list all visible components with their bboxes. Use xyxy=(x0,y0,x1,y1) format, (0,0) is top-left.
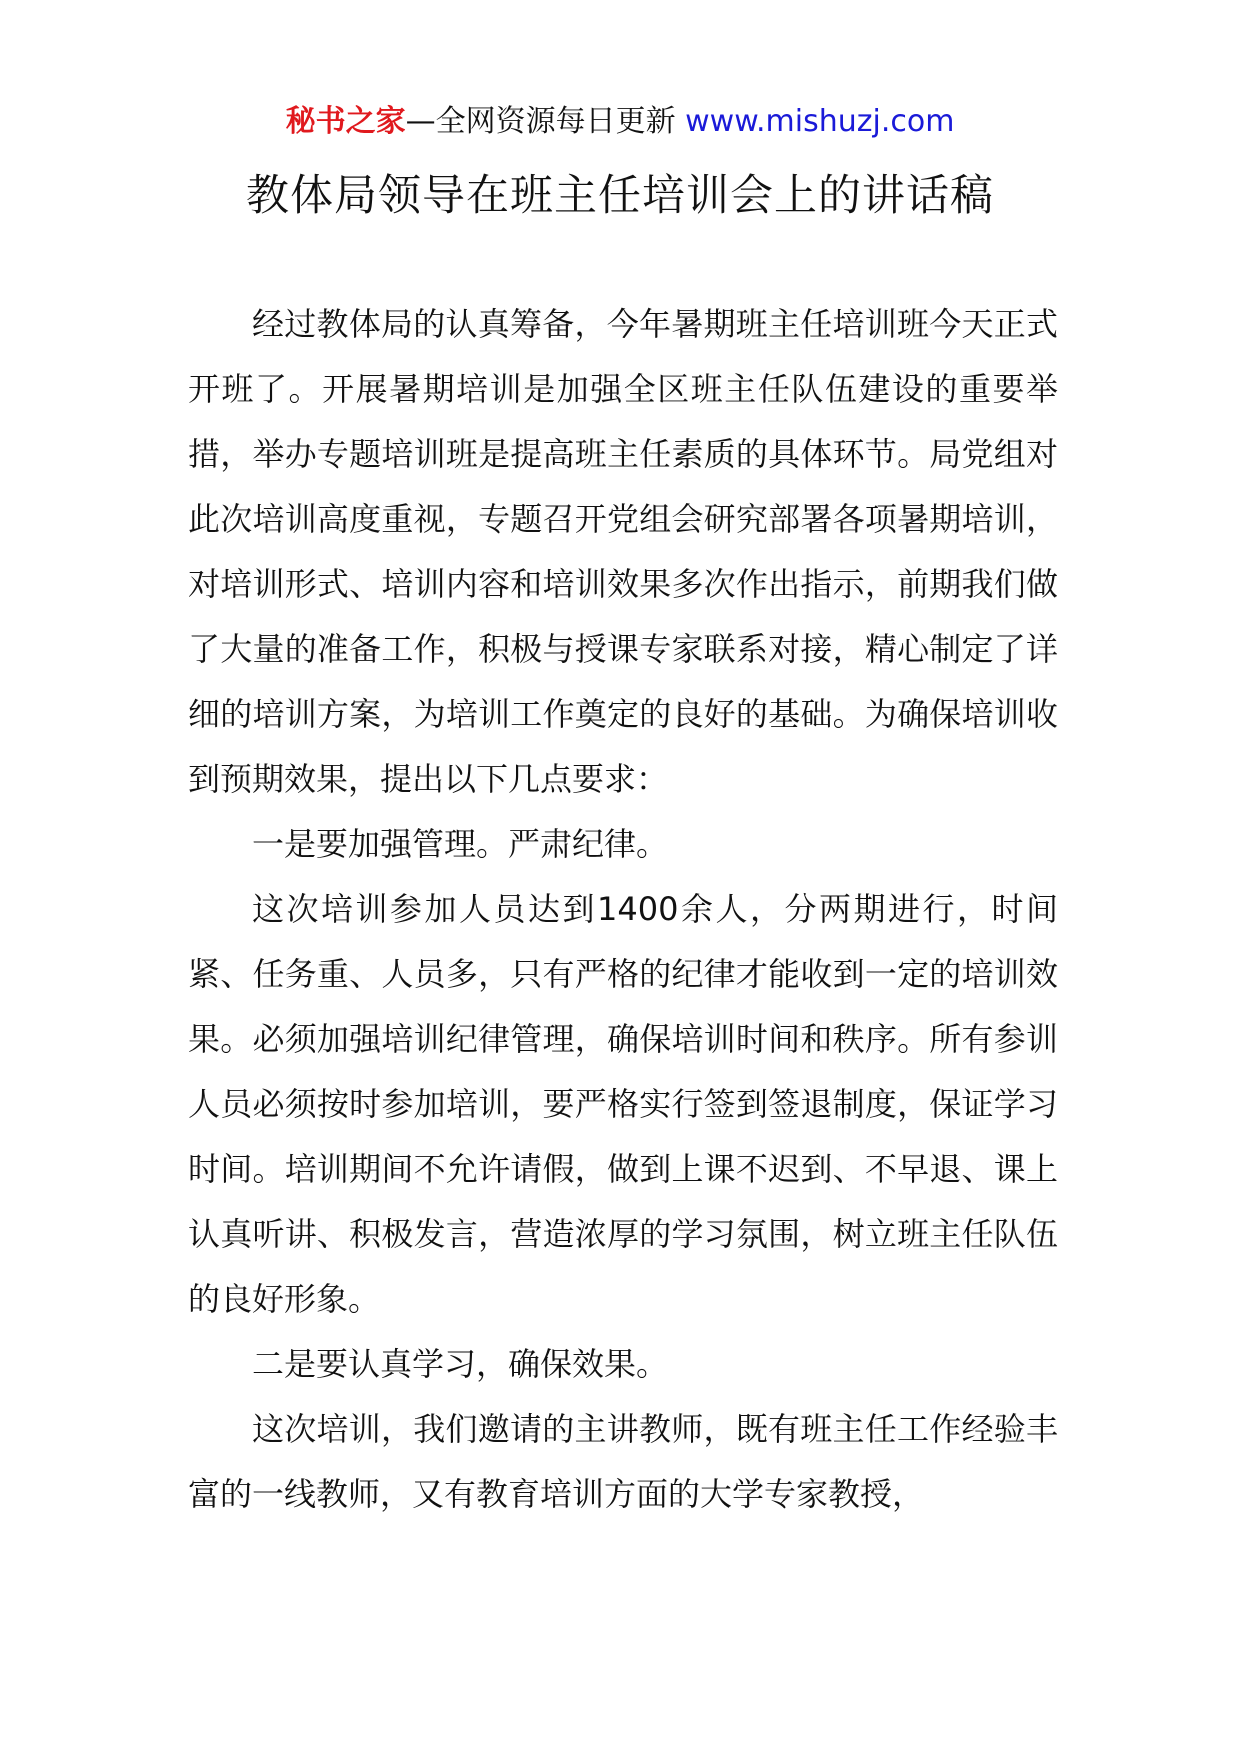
site-url-link[interactable]: www.mishuzj.com xyxy=(685,104,955,139)
paragraph-intro: 经过教体局的认真筹备，今年暑期班主任培训班今天正式开班了。开展暑期培训是加强全区班主任队伍建设的重要举措，举办专题培训班是提高班主任素质的具体环节。局党组对此次培训高度重视，专题召开党组会研究部署各项暑期培训，对培训形式、培训内容和培训效果多次作出指示，前期我们做了大量的准备工作，积极与授课专家联系对接，精心制定了详细的培训方案，为培训工作奠定的良好的基础。为确保培训收到预期效果，提出以下几点要求： xyxy=(188,305,1058,798)
brand-name: 秘书之家 xyxy=(285,104,406,139)
paragraph-discipline: 这次培训参加人员达到1400余人，分两期进行，时间紧、任务重、人员多，只有严格的纪律才能收到一定的培训效果。必须加强培训纪律管理，确保培训时间和秩序。所有参训人员必须按时参加培训，要严格实行签到签退制度，保证学习时间。培训期间不允许请假，做到上课不迟到、不早退、课上认真听讲、积极发言，营造浓厚的学习氛围，树立班主任队伍的良好形象。 xyxy=(188,890,1058,1318)
paragraph-study: 这次培训，我们邀请的主讲教师，既有班主任工作经验丰富的一线教师，又有教育培训方面的大学专家教授， xyxy=(188,1410,1058,1513)
document-title: 教体局领导在班主任培训会上的讲话稿 xyxy=(246,171,994,221)
document-body xyxy=(188,292,1058,1527)
site-header xyxy=(0,100,1240,144)
header-tagline: —全网资源每日更新 xyxy=(405,104,676,139)
section-heading-1: 一是要加强管理。严肃纪律。 xyxy=(252,825,669,863)
section-heading-2: 二是要认真学习，确保效果。 xyxy=(252,1345,669,1383)
